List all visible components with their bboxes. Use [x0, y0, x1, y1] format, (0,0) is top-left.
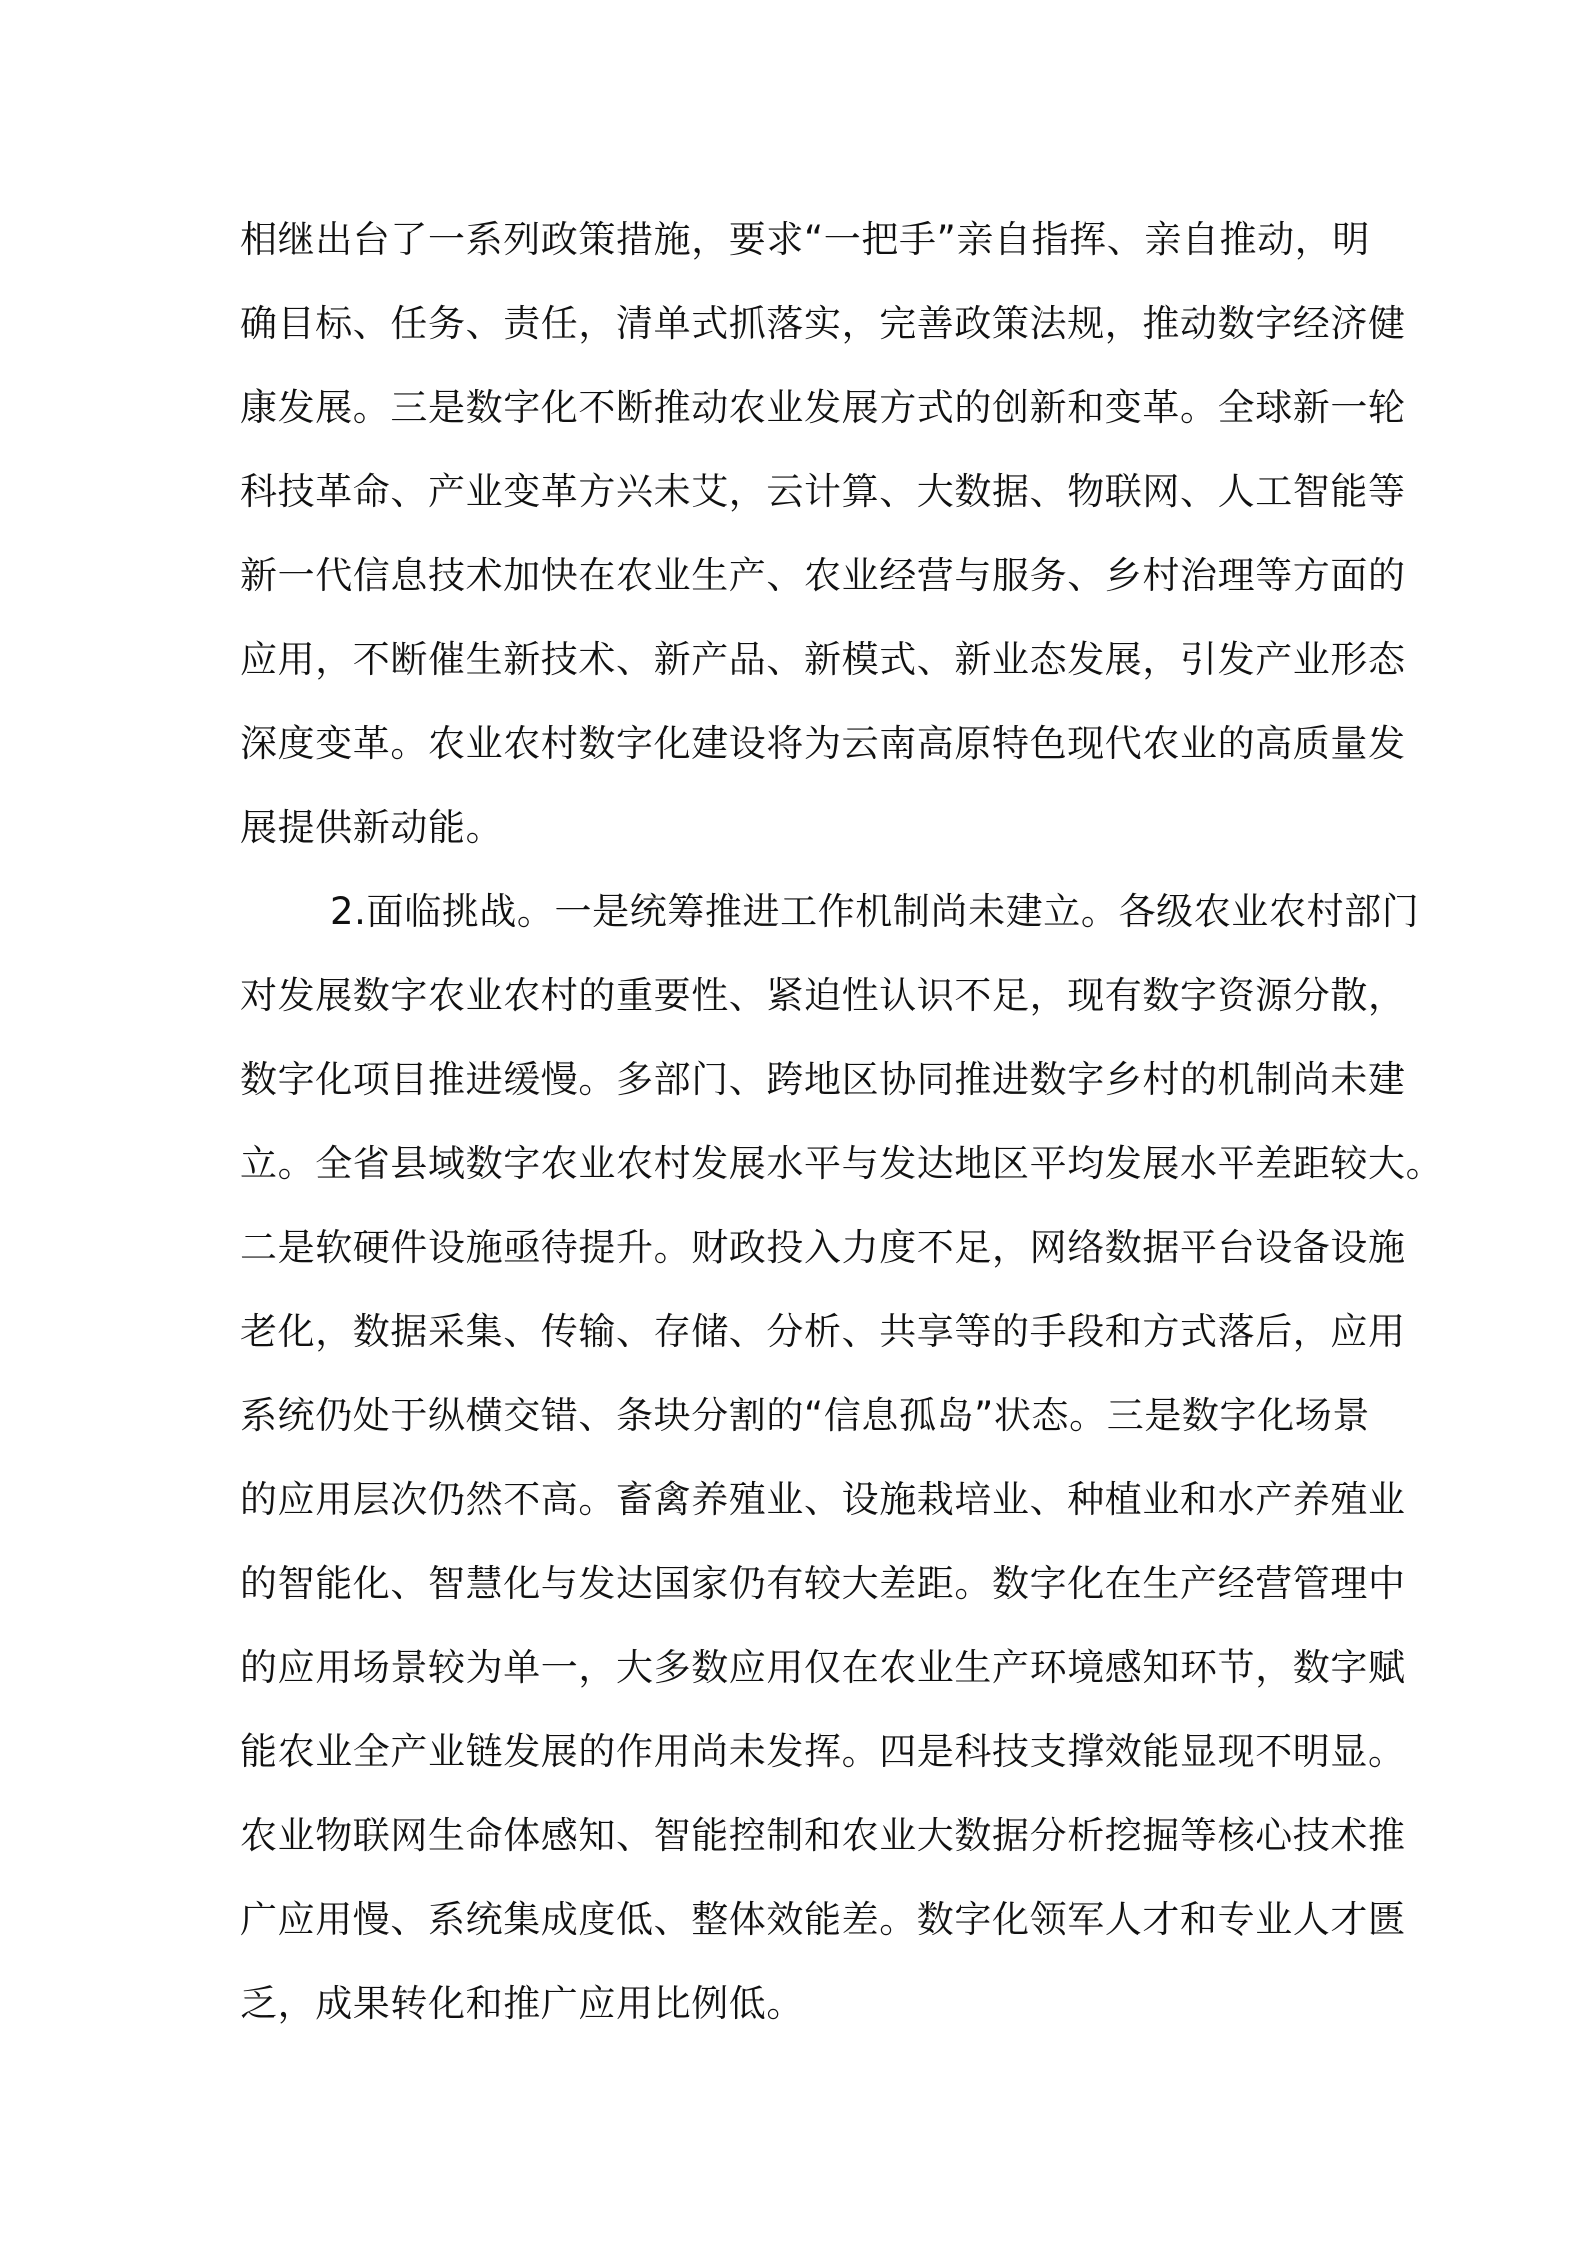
text-line-12: 立。全省县域数字农业农村发展水平与发达地区平均发展水平差距较大。	[240, 1142, 1444, 1185]
text-line-19: 能农业全产业链发展的作用尚未发挥。四是科技支撑效能显现不明显。	[240, 1730, 1406, 1773]
text-line-8: 展提供新动能。	[240, 806, 504, 849]
text-line-17: 的智能化、智慧化与发达国家仍有较大差距。数字化在生产经营管理中	[240, 1562, 1406, 1605]
text-line-13: 二是软硬件设施亟待提升。财政投入力度不足，网络数据平台设备设施	[240, 1226, 1406, 1269]
text-line-5: 新一代信息技术加快在农业生产、农业经营与服务、乡村治理等方面的	[240, 554, 1406, 597]
text-line-11: 数字化项目推进缓慢。多部门、跨地区协同推进数字乡村的机制尚未建	[240, 1058, 1406, 1101]
text-line-20: 农业物联网生命体感知、智能控制和农业大数据分析挖掘等核心技术推	[240, 1814, 1406, 1857]
text-line-15: 系统仍处于纵横交错、条块分割的“信息孤岛”状态。三是数字化场景	[240, 1394, 1370, 1437]
text-line-3: 康发展。三是数字化不断推动农业发展方式的创新和变革。全球新一轮	[240, 386, 1406, 429]
text-line-1: 相继出台了一系列政策措施，要求“一把手”亲自指挥、亲自推动，明	[240, 218, 1370, 261]
text-line-7: 深度变革。农业农村数字化建设将为云南高原特色现代农业的高质量发	[240, 722, 1406, 765]
text-line-16: 的应用层次仍然不高。畜禽养殖业、设施栽培业、种植业和水产养殖业	[240, 1478, 1406, 1521]
text-line-2: 确目标、任务、责任，清单式抓落实，完善政策法规，推动数字经济健	[240, 302, 1406, 345]
text-line-18: 的应用场景较为单一，大多数应用仅在农业生产环境感知环节，数字赋	[240, 1646, 1406, 1689]
body-text	[240, 198, 1444, 2046]
text-line-4: 科技革命、产业变革方兴未艾，云计算、大数据、物联网、人工智能等	[240, 470, 1406, 513]
text-line-22: 乏，成果转化和推广应用比例低。	[240, 1982, 804, 2025]
text-line-14: 老化，数据采集、传输、存储、分析、共享等的手段和方式落后，应用	[240, 1310, 1406, 1353]
text-line-6: 应用，不断催生新技术、新产品、新模式、新业态发展，引发产业形态	[240, 638, 1406, 681]
text-line-21: 广应用慢、系统集成度低、整体效能差。数字化领军人才和专业人才匮	[240, 1898, 1406, 1941]
text-line-10: 对发展数字农业农村的重要性、紧迫性认识不足，现有数字资源分散，	[240, 974, 1406, 1017]
text-line-9: 2.面临挑战。一是统筹推进工作机制尚未建立。各级农业农村部门	[330, 890, 1420, 933]
